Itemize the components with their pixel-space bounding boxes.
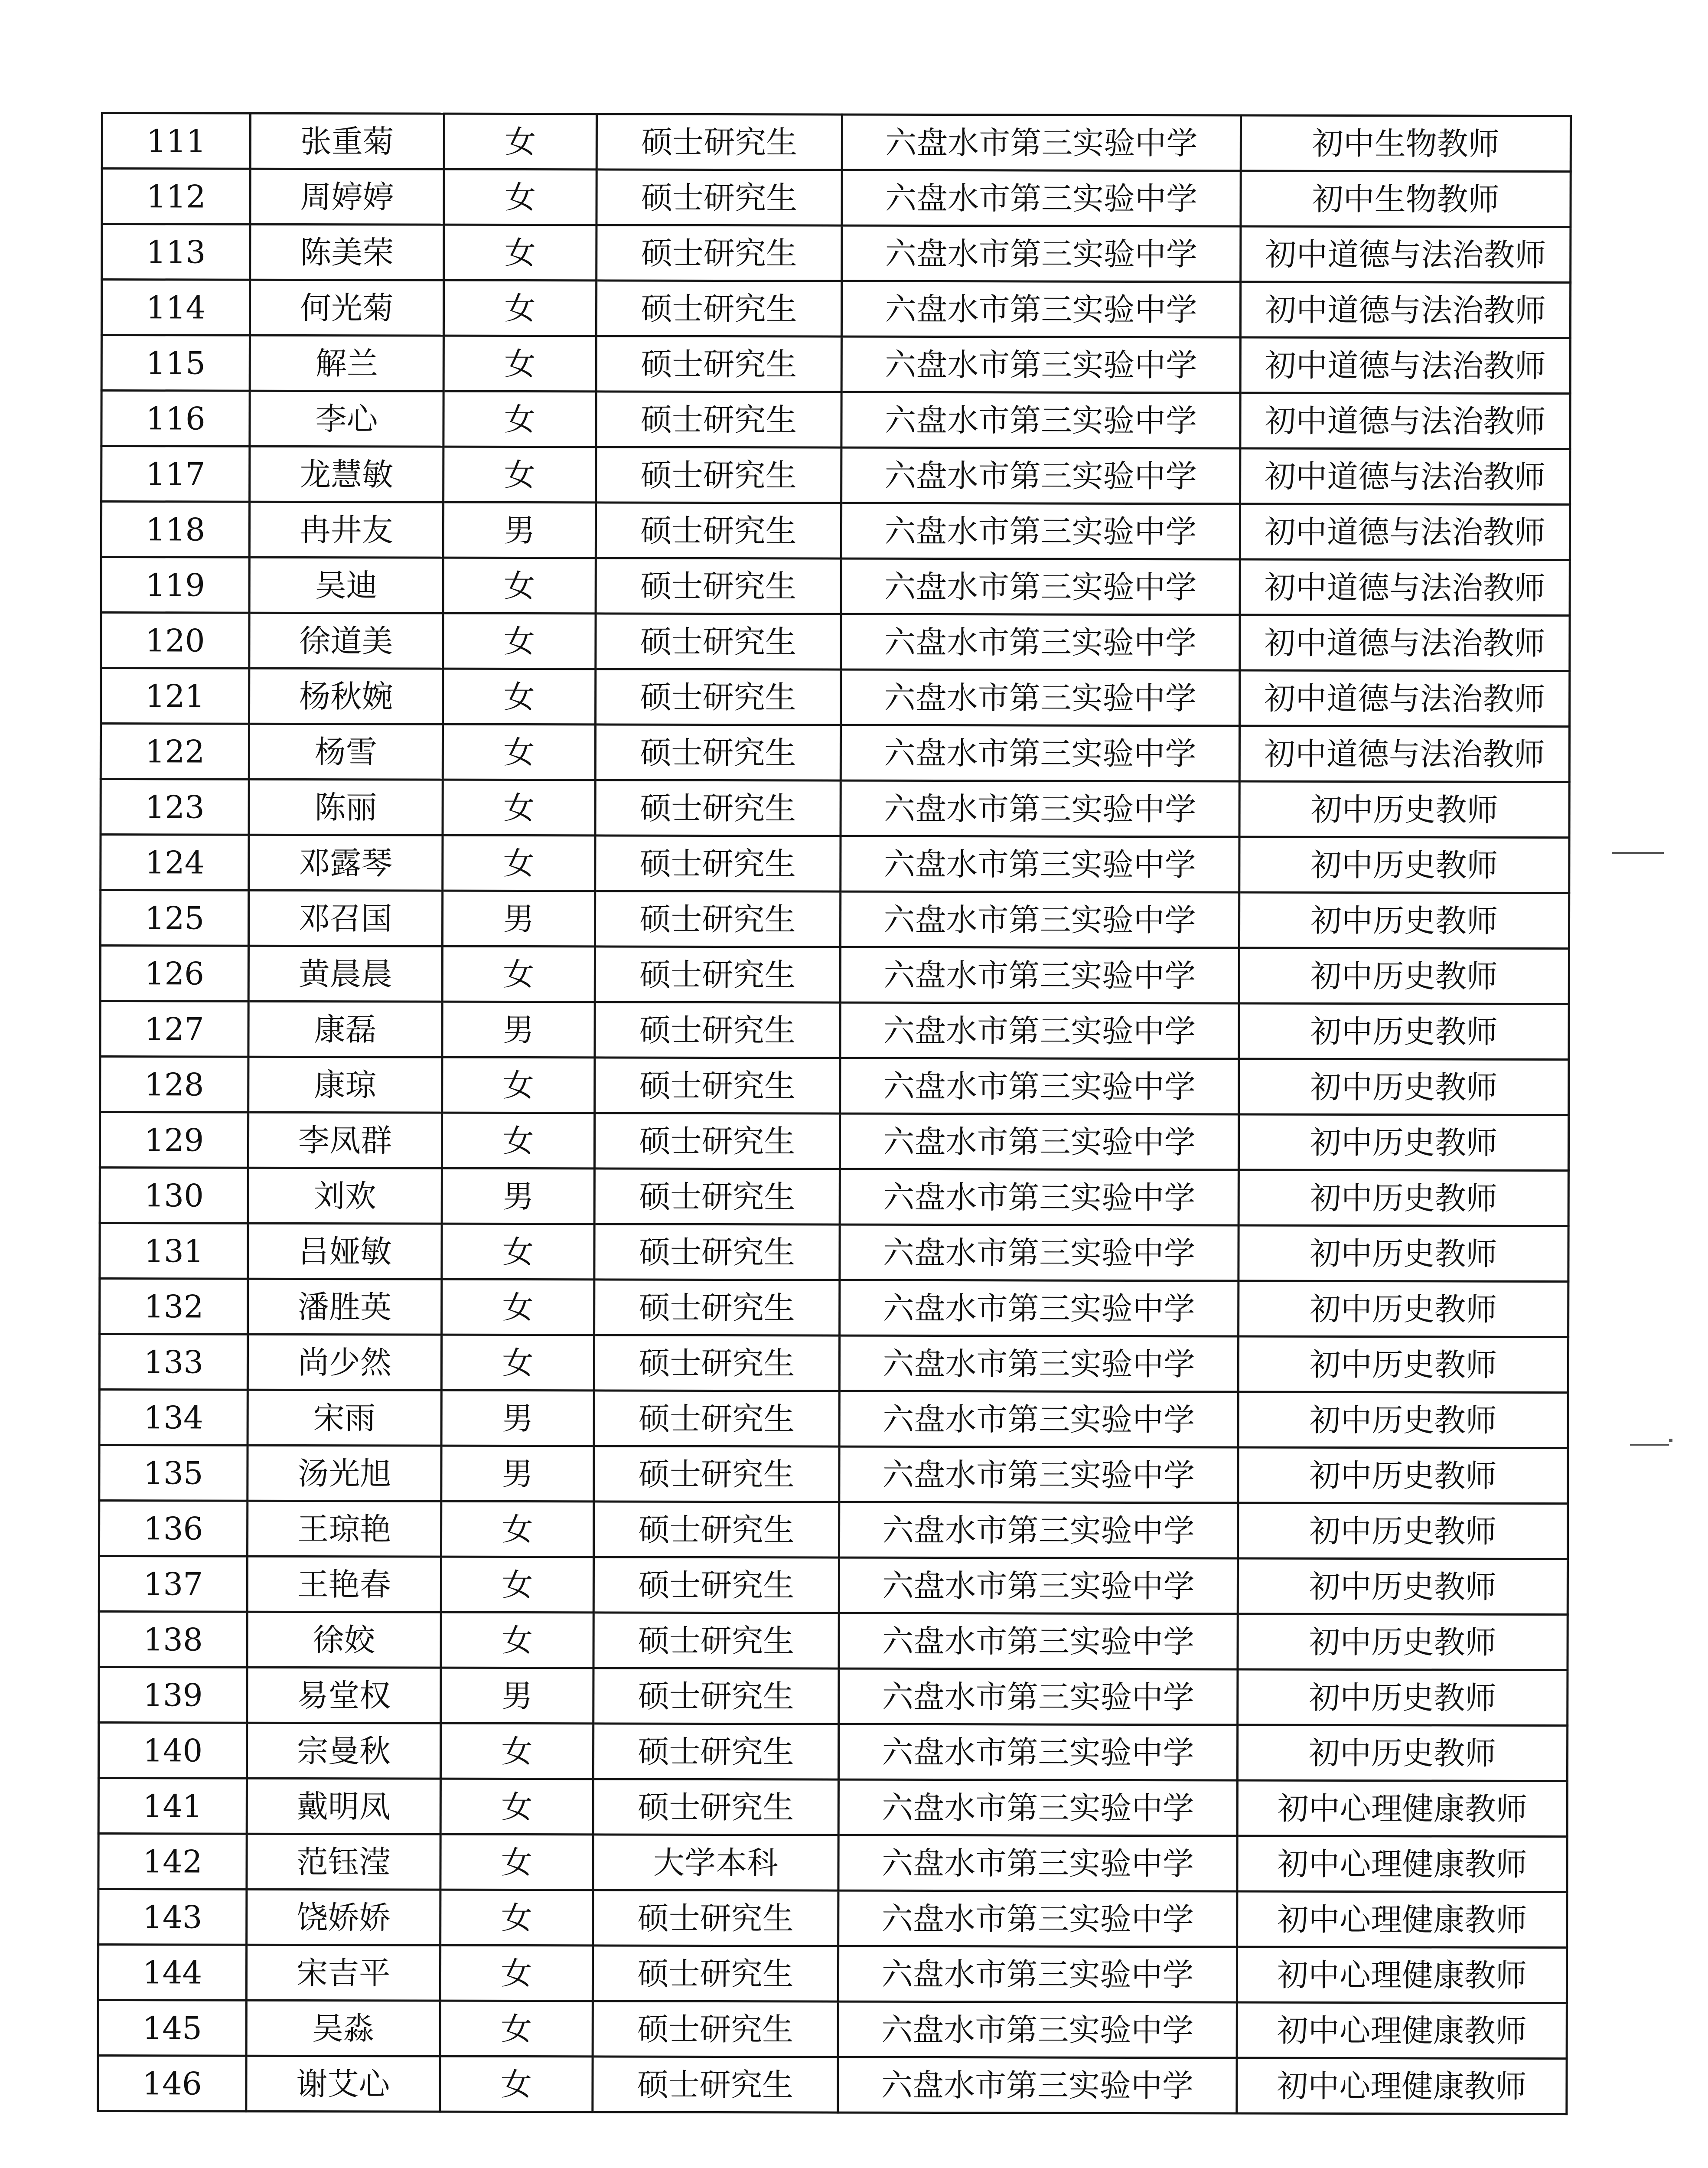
scan-mark <box>1630 1444 1669 1446</box>
cell-position: 初中历史教师 <box>1239 1281 1568 1337</box>
cell-school: 六盘水市第三实验中学 <box>841 669 1240 726</box>
cell-school: 六盘水市第三实验中学 <box>840 1002 1239 1059</box>
table-row <box>100 1223 1568 1281</box>
cell-school: 六盘水市第三实验中学 <box>839 1335 1238 1392</box>
cell-name: 吕娅敏 <box>248 1223 442 1279</box>
cell-position: 初中道德与法治教师 <box>1240 670 1570 727</box>
cell-name: 王艳春 <box>247 1556 441 1612</box>
cell-position: 初中历史教师 <box>1239 1003 1569 1060</box>
cell-school: 六盘水市第三实验中学 <box>841 392 1240 448</box>
cell-education: 硕士研究生 <box>596 503 841 558</box>
cell-number: 132 <box>100 1278 248 1334</box>
cell-name: 刘欢 <box>248 1168 442 1224</box>
cell-education: 硕士研究生 <box>595 891 840 947</box>
cell-gender: 女 <box>440 2056 593 2112</box>
cell-position: 初中生物教师 <box>1241 171 1571 227</box>
cell-gender: 女 <box>442 1113 594 1169</box>
cell-number: 145 <box>98 2000 246 2056</box>
cell-number: 146 <box>98 2055 246 2111</box>
cell-school: 六盘水市第三实验中学 <box>841 447 1240 504</box>
cell-gender: 女 <box>443 280 596 336</box>
cell-gender: 女 <box>444 114 596 170</box>
cell-number: 130 <box>100 1168 248 1224</box>
cell-gender: 女 <box>441 1501 594 1557</box>
cell-number: 142 <box>98 1833 247 1889</box>
cell-education: 硕士研究生 <box>596 447 841 503</box>
table-row <box>102 169 1571 227</box>
cell-gender: 女 <box>441 1335 594 1391</box>
cell-position: 初中历史教师 <box>1239 948 1569 1004</box>
cell-school: 六盘水市第三实验中学 <box>838 1779 1237 1836</box>
cell-gender: 女 <box>441 1612 593 1668</box>
table-row <box>101 724 1569 782</box>
cell-school: 六盘水市第三实验中学 <box>841 614 1240 670</box>
cell-gender: 女 <box>440 2001 593 2057</box>
cell-education: 硕士研究生 <box>593 2001 838 2057</box>
cell-name: 康琼 <box>248 1057 442 1113</box>
table-row <box>101 502 1570 560</box>
cell-school: 六盘水市第三实验中学 <box>838 2057 1237 2113</box>
table-row <box>101 835 1569 893</box>
cell-position: 初中历史教师 <box>1238 1392 1568 1448</box>
cell-education: 硕士研究生 <box>594 1113 840 1169</box>
cell-gender: 女 <box>441 1557 593 1613</box>
cell-education: 硕士研究生 <box>593 1779 838 1835</box>
cell-number: 113 <box>102 224 250 280</box>
cell-position: 初中生物教师 <box>1241 115 1571 172</box>
cell-school: 六盘水市第三实验中学 <box>839 1668 1238 1725</box>
cell-school: 六盘水市第三实验中学 <box>839 1391 1238 1447</box>
cell-name: 宋吉平 <box>246 1945 440 2001</box>
cell-position: 初中历史教师 <box>1238 1503 1568 1559</box>
cell-school: 六盘水市第三实验中学 <box>839 1557 1238 1614</box>
cell-name: 陈丽 <box>249 779 443 835</box>
table-row <box>101 557 1570 616</box>
cell-position: 初中历史教师 <box>1239 1114 1568 1171</box>
cell-education: 硕士研究生 <box>595 780 841 836</box>
cell-education: 硕士研究生 <box>596 669 841 725</box>
table-row <box>98 1889 1567 1947</box>
cell-gender: 女 <box>443 391 596 447</box>
cell-gender: 女 <box>440 1723 593 1779</box>
cell-number: 134 <box>99 1389 248 1445</box>
table-row <box>102 224 1571 283</box>
cell-name: 龙慧敏 <box>250 446 443 502</box>
cell-number: 114 <box>101 280 250 336</box>
cell-position: 初中历史教师 <box>1239 1170 1568 1226</box>
cell-school: 六盘水市第三实验中学 <box>841 281 1240 337</box>
cell-gender: 男 <box>442 1002 595 1058</box>
cell-education: 硕士研究生 <box>594 1280 840 1335</box>
table-row <box>100 1168 1568 1226</box>
cell-education: 硕士研究生 <box>594 1502 839 1557</box>
cell-number: 133 <box>99 1334 248 1390</box>
cell-education: 硕士研究生 <box>593 1946 838 2001</box>
cell-gender: 女 <box>440 1779 593 1835</box>
cell-name: 饶娇娇 <box>247 1889 440 1945</box>
cell-gender: 女 <box>443 336 596 392</box>
cell-name: 宋雨 <box>248 1390 441 1446</box>
cell-education: 硕士研究生 <box>596 336 841 392</box>
table-row <box>100 1278 1568 1337</box>
cell-gender: 女 <box>440 1890 593 1946</box>
cell-number: 121 <box>101 668 249 724</box>
table-row <box>99 1556 1568 1614</box>
table-row <box>98 2055 1567 2114</box>
cell-name: 何光菊 <box>250 280 443 336</box>
cell-school: 六盘水市第三实验中学 <box>841 336 1240 393</box>
cell-name: 范钰滢 <box>247 1834 440 1890</box>
table-row <box>101 391 1570 449</box>
cell-position: 初中道德与法治教师 <box>1239 726 1569 782</box>
cell-school: 六盘水市第三实验中学 <box>841 780 1239 837</box>
cell-position: 初中心理健康教师 <box>1237 1891 1567 1948</box>
cell-school: 六盘水市第三实验中学 <box>841 558 1240 615</box>
cell-education: 硕士研究生 <box>594 1391 839 1446</box>
cell-school: 六盘水市第三实验中学 <box>838 1835 1237 1891</box>
table-row <box>101 335 1570 394</box>
cell-school: 六盘水市第三实验中学 <box>841 503 1240 559</box>
cell-position: 初中历史教师 <box>1239 781 1569 838</box>
cell-name: 解兰 <box>250 335 443 391</box>
table-row <box>100 946 1569 1004</box>
cell-gender: 男 <box>441 1446 594 1502</box>
cell-gender: 女 <box>444 169 596 225</box>
cell-education: 硕士研究生 <box>594 1224 840 1280</box>
cell-name: 杨雪 <box>249 724 443 780</box>
cell-position: 初中历史教师 <box>1238 1558 1568 1615</box>
cell-position: 初中历史教师 <box>1237 1725 1567 1781</box>
cell-education: 硕士研究生 <box>595 1002 840 1058</box>
table-row <box>101 613 1570 671</box>
cell-number: 120 <box>101 613 249 669</box>
cell-name: 邓露琴 <box>249 835 443 891</box>
cell-school: 六盘水市第三实验中学 <box>839 1502 1238 1558</box>
cell-school: 六盘水市第三实验中学 <box>840 1058 1239 1114</box>
cell-number: 122 <box>101 724 249 780</box>
cell-position: 初中心理健康教师 <box>1237 1780 1567 1837</box>
cell-name: 张重菊 <box>250 113 444 169</box>
cell-name: 邓召国 <box>248 890 442 946</box>
cell-education: 硕士研究生 <box>593 1890 838 1946</box>
cell-gender: 男 <box>442 1168 594 1224</box>
cell-gender: 女 <box>442 946 595 1002</box>
cell-number: 128 <box>100 1057 248 1113</box>
cell-position: 初中历史教师 <box>1239 1059 1569 1115</box>
cell-number: 117 <box>101 446 250 502</box>
cell-school: 六盘水市第三实验中学 <box>842 170 1241 226</box>
table-row <box>101 446 1570 505</box>
cell-number: 112 <box>102 169 250 225</box>
cell-position: 初中道德与法治教师 <box>1240 337 1570 394</box>
cell-gender: 女 <box>443 669 596 725</box>
cell-position: 初中心理健康教师 <box>1237 1947 1567 2003</box>
table-row <box>99 1389 1568 1448</box>
cell-number: 123 <box>101 779 249 835</box>
table-row <box>98 1778 1567 1836</box>
cell-number: 144 <box>98 1944 246 2000</box>
cell-education: 硕士研究生 <box>596 392 841 447</box>
cell-name: 徐道美 <box>249 613 443 669</box>
cell-name: 陈美荣 <box>250 224 444 280</box>
cell-education: 硕士研究生 <box>593 1557 839 1613</box>
cell-position: 初中心理健康教师 <box>1237 2002 1567 2059</box>
table-row <box>99 1500 1568 1559</box>
scan-mark <box>1669 1439 1672 1442</box>
table-row <box>100 1057 1569 1115</box>
cell-name: 易堂权 <box>247 1667 441 1723</box>
cell-education: 硕士研究生 <box>596 225 842 281</box>
cell-school: 六盘水市第三实验中学 <box>841 725 1239 781</box>
cell-position: 初中历史教师 <box>1238 1669 1568 1726</box>
cell-name: 康磊 <box>248 1001 442 1057</box>
roster-body <box>98 113 1571 2114</box>
cell-gender: 男 <box>441 1668 593 1724</box>
cell-gender: 女 <box>443 780 595 836</box>
cell-education: 硕士研究生 <box>596 614 841 669</box>
cell-education: 硕士研究生 <box>596 114 842 170</box>
cell-position: 初中道德与法治教师 <box>1240 393 1570 449</box>
table-row <box>101 779 1569 838</box>
cell-number: 126 <box>100 946 248 1002</box>
cell-name: 杨秋婉 <box>249 668 443 724</box>
cell-number: 136 <box>99 1500 248 1556</box>
table-row <box>98 1833 1567 1892</box>
staff-roster-table <box>97 112 1572 2115</box>
cell-name: 吴迪 <box>249 557 443 613</box>
cell-education: 硕士研究生 <box>596 281 841 336</box>
cell-name: 汤光旭 <box>248 1445 441 1501</box>
cell-gender: 女 <box>444 225 596 281</box>
cell-name: 尚少然 <box>248 1334 441 1390</box>
cell-school: 六盘水市第三实验中学 <box>842 225 1241 282</box>
cell-education: 硕士研究生 <box>593 1668 839 1724</box>
cell-name: 戴明凤 <box>247 1778 440 1834</box>
cell-name: 李凤群 <box>248 1112 442 1168</box>
cell-education: 硕士研究生 <box>594 1169 840 1224</box>
cell-school: 六盘水市第三实验中学 <box>839 1446 1238 1503</box>
cell-education: 硕士研究生 <box>594 1446 839 1502</box>
table-row <box>98 1944 1567 2003</box>
cell-position: 初中历史教师 <box>1239 892 1569 949</box>
cell-school: 六盘水市第三实验中学 <box>838 2001 1237 2058</box>
table-row <box>100 1112 1568 1171</box>
cell-position: 初中道德与法治教师 <box>1240 282 1570 338</box>
cell-school: 六盘水市第三实验中学 <box>841 836 1239 892</box>
cell-school: 六盘水市第三实验中学 <box>839 1613 1238 1669</box>
table-row <box>100 890 1569 949</box>
cell-position: 初中历史教师 <box>1239 837 1569 893</box>
table-row <box>101 280 1570 338</box>
cell-gender: 女 <box>443 558 596 614</box>
cell-number: 141 <box>98 1778 247 1834</box>
cell-position: 初中心理健康教师 <box>1237 2058 1567 2114</box>
cell-school: 六盘水市第三实验中学 <box>838 1890 1237 1947</box>
cell-name: 宗曼秋 <box>247 1723 440 1779</box>
cell-gender: 女 <box>443 447 596 503</box>
cell-position: 初中道德与法治教师 <box>1241 226 1571 283</box>
cell-number: 135 <box>99 1445 248 1501</box>
cell-name: 徐姣 <box>247 1612 441 1668</box>
cell-name: 王琼艳 <box>248 1501 441 1557</box>
cell-gender: 男 <box>442 891 595 947</box>
cell-education: 硕士研究生 <box>595 725 841 780</box>
cell-education: 硕士研究生 <box>595 947 840 1002</box>
cell-name: 周婷婷 <box>250 169 444 225</box>
table-row <box>99 1334 1568 1392</box>
cell-number: 125 <box>100 890 248 946</box>
cell-school: 六盘水市第三实验中学 <box>840 947 1239 1003</box>
cell-number: 137 <box>99 1556 247 1612</box>
cell-number: 116 <box>101 391 250 447</box>
cell-education: 硕士研究生 <box>593 2057 838 2112</box>
cell-number: 139 <box>99 1667 247 1723</box>
cell-school: 六盘水市第三实验中学 <box>838 1724 1237 1780</box>
cell-position: 初中历史教师 <box>1238 1614 1568 1670</box>
cell-number: 118 <box>101 502 249 558</box>
cell-position: 初中道德与法治教师 <box>1240 448 1570 505</box>
scan-mark <box>1612 852 1664 854</box>
cell-name: 冉井友 <box>249 502 443 558</box>
table-row <box>101 668 1570 727</box>
cell-name: 谢艾心 <box>246 2056 440 2112</box>
cell-number: 111 <box>102 113 250 169</box>
cell-gender: 女 <box>440 1834 593 1890</box>
cell-education: 硕士研究生 <box>593 1724 838 1779</box>
table-row <box>100 1001 1569 1060</box>
cell-name: 李心 <box>250 391 443 447</box>
cell-school: 六盘水市第三实验中学 <box>840 1224 1239 1281</box>
cell-gender: 女 <box>442 1279 594 1335</box>
cell-position: 初中历史教师 <box>1238 1447 1568 1504</box>
cell-name: 潘胜英 <box>248 1279 442 1335</box>
table-row <box>99 1611 1568 1670</box>
cell-gender: 女 <box>442 1224 594 1280</box>
cell-number: 115 <box>101 335 250 391</box>
cell-number: 138 <box>99 1611 247 1667</box>
cell-school: 六盘水市第三实验中学 <box>840 891 1239 948</box>
cell-education: 硕士研究生 <box>595 1058 840 1113</box>
cell-education: 硕士研究生 <box>596 170 842 225</box>
cell-number: 129 <box>100 1112 248 1168</box>
cell-education: 硕士研究生 <box>595 836 841 891</box>
cell-gender: 女 <box>443 613 596 669</box>
cell-education: 硕士研究生 <box>594 1335 839 1391</box>
cell-school: 六盘水市第三实验中学 <box>840 1113 1239 1170</box>
cell-number: 140 <box>98 1722 247 1778</box>
cell-gender: 女 <box>443 835 595 891</box>
table-row <box>102 113 1571 172</box>
cell-position: 初中道德与法治教师 <box>1240 559 1570 616</box>
cell-school: 六盘水市第三实验中学 <box>840 1169 1239 1225</box>
table-row <box>99 1667 1568 1725</box>
cell-number: 143 <box>98 1889 247 1945</box>
cell-gender: 女 <box>440 1945 593 2001</box>
cell-number: 119 <box>101 557 249 613</box>
cell-school: 六盘水市第三实验中学 <box>838 1946 1237 2002</box>
cell-education: 硕士研究生 <box>593 1613 839 1668</box>
table-row <box>99 1445 1568 1503</box>
cell-position: 初中历史教师 <box>1238 1336 1568 1393</box>
cell-education: 大学本科 <box>593 1835 838 1890</box>
cell-gender: 女 <box>442 1057 595 1113</box>
table-row <box>98 1722 1567 1781</box>
cell-number: 131 <box>100 1223 248 1279</box>
table-row <box>98 2000 1567 2058</box>
cell-gender: 男 <box>441 1390 594 1446</box>
cell-school: 六盘水市第三实验中学 <box>840 1280 1239 1336</box>
cell-gender: 男 <box>443 502 596 558</box>
cell-position: 初中道德与法治教师 <box>1240 615 1570 671</box>
cell-gender: 女 <box>443 724 595 780</box>
cell-education: 硕士研究生 <box>596 558 841 614</box>
cell-position: 初中心理健康教师 <box>1237 1836 1567 1892</box>
cell-position: 初中道德与法治教师 <box>1240 504 1570 560</box>
cell-school: 六盘水市第三实验中学 <box>842 114 1241 171</box>
cell-position: 初中历史教师 <box>1239 1225 1568 1282</box>
cell-number: 127 <box>100 1001 248 1057</box>
cell-name: 黄晨晨 <box>248 946 442 1002</box>
cell-number: 124 <box>101 835 249 891</box>
cell-name: 吴淼 <box>246 2000 440 2056</box>
